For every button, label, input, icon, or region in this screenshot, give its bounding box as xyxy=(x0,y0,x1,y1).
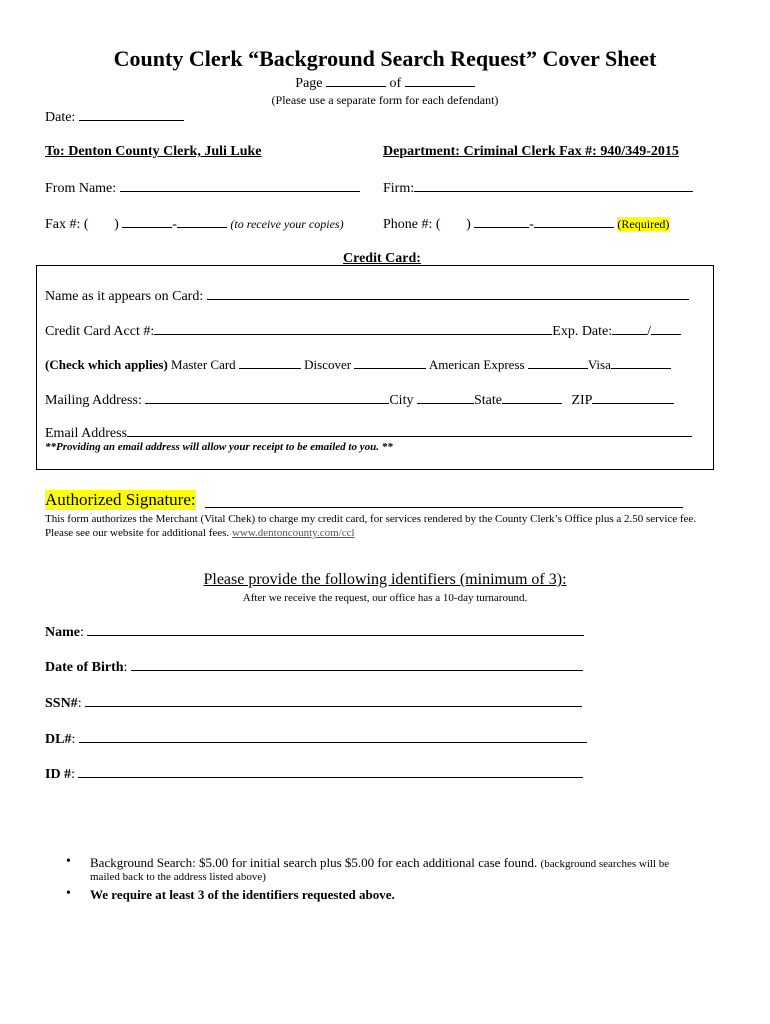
fax-dash: - xyxy=(172,217,177,232)
identifier-colon: : xyxy=(80,625,84,640)
mailing-row xyxy=(45,391,674,409)
master-card-check[interactable] xyxy=(239,356,301,369)
identifier-dl-label: DL# xyxy=(45,732,72,747)
identifier-row-id xyxy=(45,765,583,783)
website-text: Please see our website for additional fees. xyxy=(45,527,230,539)
visa-check[interactable] xyxy=(611,356,671,369)
check-label: (Check which applies) xyxy=(45,357,168,372)
mailing-label: Mailing Address: xyxy=(45,393,142,408)
option-american-express: American Express xyxy=(428,357,525,372)
email-label: Email Address xyxy=(45,426,128,441)
identifier-ssn-field[interactable] xyxy=(85,694,582,707)
bullet-icon: • xyxy=(66,886,71,901)
fax-paren-close: ) xyxy=(114,217,119,232)
fax-number-field[interactable] xyxy=(177,215,227,228)
identifier-row-ssn xyxy=(45,694,582,712)
search-fee-cont: mailed back to the address listed above) xyxy=(90,871,266,883)
bullet-search xyxy=(90,855,669,871)
card-acct-field[interactable] xyxy=(154,322,552,335)
fax-label: Fax #: ( xyxy=(45,217,89,232)
phone-dash: - xyxy=(529,217,534,232)
signature-label: Authorized Signature: xyxy=(45,490,196,509)
bullet-require: We require at least 3 of the identifiers requested above. xyxy=(90,887,395,902)
fax-row xyxy=(45,215,344,233)
phone-label: Phone #: ( xyxy=(383,217,441,232)
phone-number-field[interactable] xyxy=(534,215,614,228)
email-row xyxy=(45,424,692,442)
state-field[interactable] xyxy=(502,391,562,404)
identifier-colon: : xyxy=(71,767,75,782)
discover-check[interactable] xyxy=(354,356,426,369)
page-label: Page xyxy=(295,76,323,91)
card-type-row xyxy=(45,356,671,373)
website-row xyxy=(45,527,355,539)
card-acct-row xyxy=(45,322,681,340)
firm-label: Firm: xyxy=(383,181,415,196)
search-fee-note: (background searches will be xyxy=(540,858,670,870)
date-row xyxy=(45,108,184,126)
to-line: To: Denton County Clerk, Juli Luke xyxy=(45,144,262,159)
identifier-dob-field[interactable] xyxy=(131,658,583,671)
option-master-card: Master Card xyxy=(171,357,236,372)
identifier-row-dob xyxy=(45,658,583,676)
identifier-ssn-label: SSN# xyxy=(45,696,78,711)
email-note: **Providing an email address will allow your receipt to be emailed to you. ** xyxy=(45,441,393,453)
signature-field[interactable] xyxy=(205,507,683,508)
identifier-dl-field[interactable] xyxy=(79,730,587,743)
city-label: City xyxy=(389,393,414,408)
page-number-row xyxy=(0,74,770,92)
identifier-id-field[interactable] xyxy=(78,765,583,778)
turnaround-note: After we receive the request, our office has a 10-day turnaround. xyxy=(242,592,528,604)
department-line: Department: Criminal Clerk Fax #: 940/349-2015 xyxy=(383,144,679,159)
identifier-colon: : xyxy=(71,732,76,747)
date-field[interactable] xyxy=(79,108,184,121)
page-total-field[interactable] xyxy=(405,74,475,87)
option-visa: Visa xyxy=(587,357,611,372)
firm-row xyxy=(383,179,693,197)
of-label: of xyxy=(389,76,402,91)
city-field[interactable] xyxy=(417,391,474,404)
date-label: Date: xyxy=(45,110,76,125)
credit-card-heading: Credit Card: xyxy=(343,251,421,266)
card-name-label: Name as it appears on Card: xyxy=(45,289,204,304)
page-number-field[interactable] xyxy=(326,74,386,87)
separate-form-note: (Please use a separate form for each defendant) xyxy=(271,93,499,107)
identifiers-heading: Please provide the following identifiers (minimum of 3): xyxy=(203,571,567,588)
bullet-icon: • xyxy=(66,854,71,869)
zip-label: ZIP xyxy=(571,393,593,408)
american-express-check[interactable] xyxy=(528,356,588,369)
phone-row xyxy=(383,215,669,233)
from-name-row xyxy=(45,179,360,197)
firm-field[interactable] xyxy=(414,179,693,192)
option-discover: Discover xyxy=(304,357,352,372)
fax-note: (to receive your copies) xyxy=(230,217,344,231)
phone-prefix-field[interactable] xyxy=(474,215,529,228)
identifier-row-name xyxy=(45,623,584,641)
search-fee-text: Background Search: $5.00 for initial search plus $5.00 for each additional case found. xyxy=(90,855,538,870)
card-name-field[interactable] xyxy=(207,287,689,300)
exp-date-label: Exp. Date: xyxy=(552,324,613,339)
mailing-field[interactable] xyxy=(145,391,389,404)
identifier-colon: : xyxy=(77,696,82,711)
exp-year-field[interactable] xyxy=(651,322,681,335)
zip-field[interactable] xyxy=(592,391,674,404)
website-link[interactable]: www.dentoncounty.com/ccl xyxy=(231,527,355,539)
identifier-colon: : xyxy=(123,660,128,675)
state-label: State xyxy=(473,393,502,408)
email-field[interactable] xyxy=(127,424,692,437)
card-acct-label: Credit Card Acct #: xyxy=(45,324,155,339)
identifier-id-label: ID # xyxy=(45,767,72,782)
required-badge: (Required) xyxy=(617,217,670,231)
phone-paren-close: ) xyxy=(466,217,471,232)
identifier-name-label: Name xyxy=(45,625,80,640)
card-name-row xyxy=(45,287,689,305)
page-title: County Clerk “Background Search Request” Cover Sheet xyxy=(113,46,657,71)
exp-month-field[interactable] xyxy=(612,322,647,335)
from-name-label: From Name: xyxy=(45,181,117,196)
identifier-dob-label: Date of Birth xyxy=(45,660,124,675)
identifier-name-field[interactable] xyxy=(87,623,584,636)
from-name-field[interactable] xyxy=(120,179,360,192)
exp-slash: / xyxy=(647,324,652,339)
fax-prefix-field[interactable] xyxy=(122,215,172,228)
authorize-text: This form authorizes the Merchant (Vital Chek) to charge my credit card, for services rendered by the County Clerk’s Office plus a 2.50 service fee. xyxy=(45,513,697,525)
identifier-row-dl xyxy=(45,730,587,748)
